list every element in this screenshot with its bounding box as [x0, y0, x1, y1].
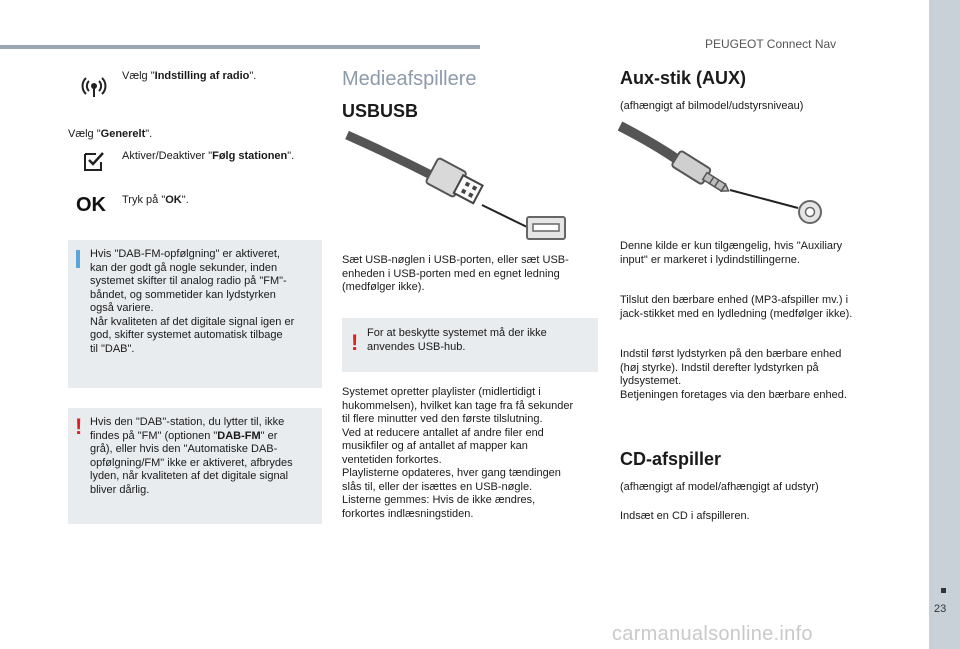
warning-exclamation-icon: !	[351, 330, 359, 355]
step-bold: OK	[165, 194, 182, 206]
cd-heading: CD-afspiller	[620, 449, 722, 469]
page-marker-dot	[941, 588, 946, 593]
warning-exclamation-icon: !	[75, 414, 83, 439]
aux-jack-icon	[671, 150, 733, 198]
step-text: Vælg "	[68, 128, 101, 140]
aux-availability-text: Denne kilde er kun tilgængelig, hvis "Auxiliary input" er markeret i lydindstillingerne.	[620, 240, 843, 266]
usb-plug-icon	[425, 158, 484, 207]
usb-warning-box	[342, 318, 598, 372]
cd-instruction: Indsæt en CD i afspilleren.	[620, 510, 750, 522]
step-radio-settings	[122, 69, 256, 83]
step-text: ".	[287, 150, 295, 162]
header-title: PEUGEOT Connect Nav	[705, 37, 837, 51]
page-number: 23	[934, 603, 947, 615]
step-text: ".	[249, 70, 257, 82]
usb-illustration	[342, 130, 572, 245]
step-text: ".	[181, 194, 189, 206]
warning-note-text	[90, 416, 322, 497]
usb-warning-text: For at beskytte systemet må der ikke anvendes USB-hub.	[367, 327, 547, 353]
aux-illustration	[618, 118, 828, 228]
usb-port-icon	[527, 217, 565, 239]
section-title-media: Medieafspillere	[342, 68, 477, 90]
step-general	[68, 127, 152, 141]
header-rule	[0, 45, 480, 49]
playlist-text: Systemet opretter playlister (midlertidigt i hukommelsen), hvilket kan tage fra få sekunder til flere minutter ved den første tilslutning. Ved at reducere antallet af andre filer end musikfiler og af antallet af mapper kan ventetiden forkortes. Playlisterne opdateres, hver gang tændingen slås til, eller der isættes en USB-nøgle. Listerne gemmes: Hvis de ikke ændres, forkortes indlæsningstiden.	[342, 386, 574, 520]
warning-note-box	[68, 408, 322, 524]
info-note-box	[68, 240, 322, 388]
step-text: Aktiver/Deaktiver "	[122, 150, 213, 162]
step-bold: Generelt	[100, 128, 146, 140]
step-text: Tryk på "	[122, 194, 166, 206]
aux-connect-text: Tilslut den bærbare enhed (MP3-afspiller mv.) i jack-stikket med en lydledning (medfølger ikke).	[620, 294, 853, 320]
step-text: ".	[145, 128, 153, 140]
usb-heading: USBUSB	[342, 101, 419, 121]
watermark: carmanualsonline.info	[612, 623, 813, 645]
aux-heading: Aux-stik (AUX)	[620, 68, 747, 88]
warning-text: " er grå), eller hvis den "Automatiske DAB- opfølgning/FM" ikke er aktiveret, afbrydes lyden, når kvaliteten af det digitale signal bliver dårlig.	[90, 429, 293, 496]
info-bar-icon	[76, 250, 80, 268]
page-edge-strip	[929, 0, 960, 649]
step-text: Vælg "	[122, 70, 155, 82]
step-bold: Indstilling af radio	[154, 70, 250, 82]
aux-port-icon	[799, 201, 821, 223]
ok-icon: OK	[76, 194, 106, 216]
checkbox-check-icon	[83, 150, 105, 172]
step-follow-station	[122, 149, 294, 163]
aux-subtitle: (afhængigt af bilmodel/udstyrsniveau)	[620, 100, 804, 112]
step-bold: Følg stationen	[212, 150, 288, 162]
info-note-text: Hvis "DAB-FM-opfølgning" er aktiveret, kan der godt gå nogle sekunder, inden systemet skifter til analog radio på "FM"- båndet, og sommetider kan lydstyrken også variere. Når kvaliteten af det digitale signal igen er god, skifter systemet automatisk tilbage til "DAB".	[90, 248, 295, 355]
cd-subtitle: (afhængigt af model/afhængigt af udstyr)	[620, 481, 819, 493]
warning-bold: DAB-FM	[217, 429, 261, 442]
warning-text: Hvis den "DAB"-station, du lytter til, ikke findes på "FM" (optionen "	[90, 416, 285, 442]
aux-volume-text: Indstil først lydstyrken på den bærbare enhed (høj styrke). Indstil derefter lydstyrken på lydsystemet. Betjeningen foretages via den bærbare enhed.	[620, 348, 847, 401]
usb-instructions: Sæt USB-nøglen i USB-porten, eller sæt USB- enheden i USB-porten med en egnet ledning (medfølger ikke).	[342, 254, 569, 293]
radio-settings-icon	[80, 70, 108, 98]
step-press-ok	[122, 193, 189, 207]
